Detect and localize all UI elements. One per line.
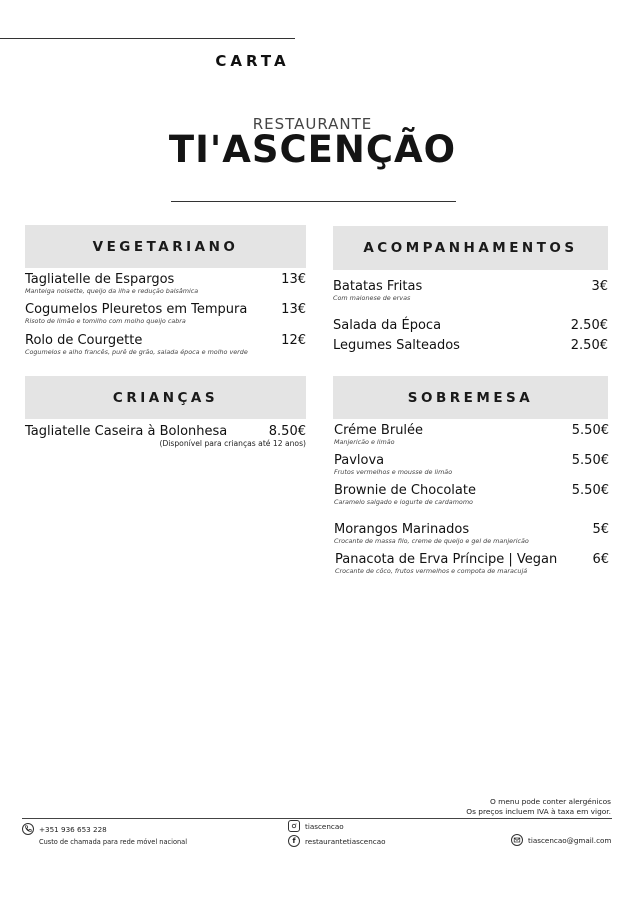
menu-item (25, 333, 306, 356)
instagram-icon (288, 820, 300, 832)
section-header-acompanhamentos: ACOMPANHAMENTOS (333, 226, 608, 270)
menu-item (25, 302, 306, 325)
item-price: 5.50€ (571, 423, 609, 438)
email-icon (511, 834, 523, 846)
phone-contact[interactable] (22, 823, 107, 835)
menu-item (335, 552, 609, 575)
vat-line: Os preços incluem IVA à taxa em vigor. (466, 806, 611, 816)
item-price: 2.50€ (570, 338, 608, 353)
phone-number: +351 936 653 228 (39, 824, 107, 834)
footer-divider (22, 818, 612, 819)
item-description: Manteiga noisette, queijo da ilha e redução balsâmica (25, 287, 199, 295)
menu-item (334, 483, 609, 506)
section-header-vegetariano: VEGETARIANO (25, 225, 306, 268)
item-price: 6€ (592, 552, 609, 567)
item-description: Risoto de limão e tomilho com molho queijo cabra (25, 317, 186, 325)
allergen-notice (466, 797, 611, 816)
item-name: Salada da Época (333, 318, 442, 333)
instagram-link[interactable] (288, 820, 344, 832)
allergen-line: O menu pode conter alergénicos (490, 797, 611, 806)
item-price: 13€ (281, 302, 306, 317)
item-name: Rolo de Courgette (25, 333, 143, 348)
item-name: Brownie de Chocolate (334, 483, 476, 498)
item-description: Frutos vermelhos e mousse de limão (334, 468, 453, 476)
item-name: Batatas Fritas (333, 279, 423, 294)
menu-item (25, 272, 306, 295)
menu-item (333, 318, 608, 333)
email-link[interactable] (511, 834, 611, 846)
facebook-icon: f (288, 835, 300, 847)
menu-item (333, 279, 608, 302)
carta-heading: CARTA (215, 52, 290, 70)
menu-item (25, 424, 306, 448)
item-price: 8.50€ (268, 424, 306, 439)
facebook-link[interactable] (288, 835, 386, 847)
restaurant-subtitle: RESTAURANTE (252, 115, 373, 133)
facebook-handle: restaurantetiascencao (305, 836, 386, 846)
item-description: Com maionese de ervas (333, 294, 411, 302)
item-name: Tagliatelle Caseira à Bolonhesa (25, 424, 228, 439)
item-price: 13€ (281, 272, 306, 287)
item-description: Crocante de côco, frutos vermelhos e compota de maracujá (335, 567, 528, 575)
restaurant-title: TI'ASCENÇÃO (168, 128, 457, 171)
phone-icon (22, 823, 34, 835)
item-name: Cogumelos Pleuretos em Tempura (25, 302, 248, 317)
menu-item (334, 522, 609, 545)
title-divider (171, 201, 456, 202)
item-name: Legumes Salteados (333, 338, 460, 353)
section-header-criancas: CRIANÇAS (25, 376, 306, 419)
item-name: Créme Brulée (334, 423, 424, 438)
item-name: Pavlova (334, 453, 385, 468)
menu-item (334, 453, 609, 476)
section-header-sobremesa: SOBREMESA (333, 376, 608, 419)
item-price: 5€ (592, 522, 609, 537)
item-name: Panacota de Erva Príncipe | Vegan (335, 552, 558, 567)
item-name: Morangos Marinados (334, 522, 470, 537)
menu-item (334, 423, 609, 446)
item-description: Caramelo salgado e iogurte de cardamomo (334, 498, 473, 506)
item-price: 5.50€ (571, 453, 609, 468)
menu-item (333, 338, 608, 353)
item-note: (Disponível para crianças até 12 anos) (159, 439, 306, 448)
item-description: Cogumelos e alho francês, purê de grão, salada época e molho verde (25, 348, 248, 356)
item-description: Manjericão e limão (334, 438, 395, 446)
item-price: 5.50€ (571, 483, 609, 498)
item-name: Tagliatelle de Espargos (25, 272, 175, 287)
phone-note: Custo de chamada para rede móvel nacional (39, 838, 188, 846)
item-description: Crocante de massa filo, creme de queijo e gel de manjericão (334, 537, 529, 545)
instagram-handle: tiascencao (305, 821, 344, 831)
email-address: tiascencao@gmail.com (528, 835, 612, 845)
item-price: 2.50€ (570, 318, 608, 333)
top-divider (0, 38, 295, 39)
item-price: 12€ (281, 333, 306, 348)
item-price: 3€ (591, 279, 608, 294)
